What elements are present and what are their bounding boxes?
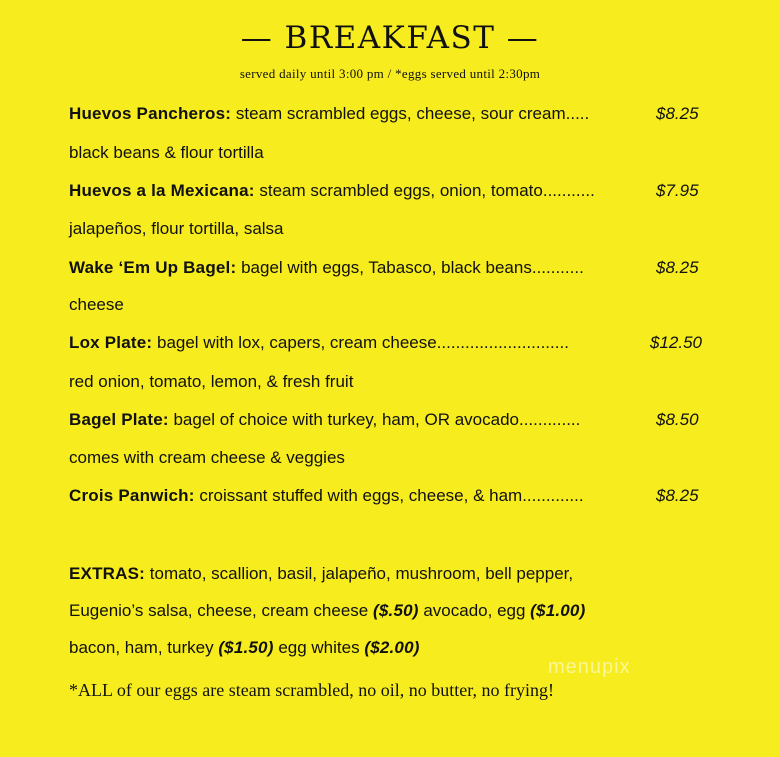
item-price: $7.95 (656, 181, 699, 200)
item-name: Huevos Pancheros: (69, 104, 232, 123)
item-price: $8.25 (656, 258, 699, 277)
extras-text: egg whites (278, 638, 360, 657)
extras-text: avocado, egg (423, 601, 526, 620)
menu-subtitle: served daily until 3:00 pm / *eggs served until 2:30pm (239, 66, 541, 81)
extras-text: bacon, ham, turkey (69, 638, 214, 657)
item-description: bagel of choice with turkey, ham, OR avocado............. (173, 410, 581, 429)
item-name: Lox Plate: (69, 333, 153, 352)
menu-item-wake-em-up-bagel (69, 257, 584, 279)
item-price: $8.25 (656, 104, 699, 123)
item-description-cont: jalapeños, flour tortilla, salsa (69, 219, 284, 238)
extras-text: tomato, scallion, basil, jalapeño, mushroom, bell pepper, (149, 564, 574, 583)
item-description-cont: red onion, tomato, lemon, & fresh fruit (69, 372, 354, 391)
item-price: $12.50 (650, 333, 702, 352)
item-price: $8.50 (656, 410, 699, 429)
item-name: Bagel Plate: (69, 410, 169, 429)
extras-price: ($2.00) (364, 638, 420, 657)
extras-price: ($.50) (373, 601, 419, 620)
menu-item-huevos-pancheros (69, 103, 589, 125)
item-description: croissant stuffed with eggs, cheese, & ham............. (199, 486, 584, 505)
menu-item-huevos-mexicana (69, 180, 595, 202)
extras-text: Eugenio’s salsa, cheese, cream cheese (69, 601, 369, 620)
item-description-cont: cheese (69, 295, 124, 314)
item-name: Crois Panwich: (69, 486, 195, 505)
menu-item-crois-panwich (69, 485, 584, 507)
item-description: bagel with lox, capers, cream cheese............................ (156, 333, 569, 352)
item-description: steam scrambled eggs, cheese, sour cream..... (235, 104, 590, 123)
menu-item-bagel-plate (69, 409, 580, 431)
item-description: steam scrambled eggs, onion, tomato........... (259, 181, 595, 200)
footer-note: *ALL of our eggs are steam scrambled, no oil, no butter, no frying! (69, 680, 554, 700)
extras-line-2 (69, 600, 585, 622)
menu-title: — BREAKFAST — (240, 20, 540, 56)
item-description-cont: comes with cream cheese & veggies (69, 448, 345, 467)
extras-line-3 (69, 637, 420, 659)
extras-price: ($1.00) (530, 601, 586, 620)
menu-item-lox-plate (69, 332, 569, 354)
extras-line-1 (69, 563, 573, 585)
watermark-logo: menupix (548, 656, 631, 678)
extras-label: EXTRAS: (69, 564, 146, 583)
extras-price: ($1.50) (218, 638, 274, 657)
item-name: Wake ‘Em Up Bagel: (69, 258, 237, 277)
item-price: $8.25 (656, 486, 699, 505)
item-description: bagel with eggs, Tabasco, black beans........... (241, 258, 584, 277)
item-description-cont: black beans & flour tortilla (69, 143, 264, 162)
item-name: Huevos a la Mexicana: (69, 181, 255, 200)
